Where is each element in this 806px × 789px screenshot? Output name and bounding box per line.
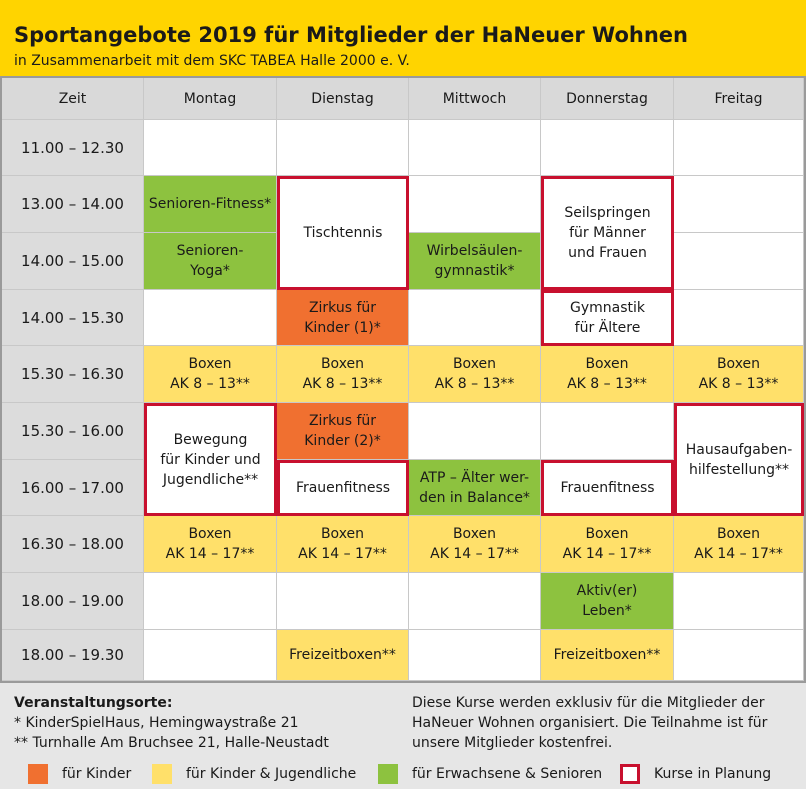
column-header-time: Zeit (2, 78, 144, 120)
time-slot: 14.00 – 15.00 (2, 233, 144, 290)
empty-cell (409, 630, 541, 681)
empty-cell (409, 120, 541, 176)
empty-cell (674, 120, 804, 176)
time-slot: 13.00 – 14.00 (2, 176, 144, 233)
time-slot: 11.00 – 12.30 (2, 120, 144, 176)
course-cell: Boxen AK 8 – 13** (277, 346, 409, 403)
page-title: Sportangebote 2019 für Mitglieder der HaNeuer Wohnen (14, 23, 688, 47)
empty-cell (277, 573, 409, 630)
empty-cell (144, 290, 277, 346)
column-header-tuesday: Dienstag (277, 78, 409, 120)
legend-swatch-green (378, 764, 398, 784)
course-cell: Boxen AK 14 – 17** (674, 516, 804, 573)
legend-swatch-red-outline (620, 764, 640, 784)
planned-course-cell: Gymnastik für Ältere (541, 290, 674, 346)
empty-cell (674, 290, 804, 346)
legend-item-kinder (28, 764, 131, 784)
empty-cell (409, 403, 541, 460)
course-cell: Senioren- Yoga* (144, 233, 277, 290)
empty-cell (144, 630, 277, 681)
venues-block (14, 693, 329, 753)
course-cell: Boxen AK 8 – 13** (541, 346, 674, 403)
legend-label: Kurse in Planung (654, 766, 772, 782)
schedule-table (0, 76, 806, 683)
course-cell: Senioren-Fitness* (144, 176, 277, 233)
time-slot: 16.00 – 17.00 (2, 460, 144, 516)
course-cell: Boxen AK 14 – 17** (409, 516, 541, 573)
legend (0, 759, 806, 789)
venue-1: * KinderSpielHaus, Hemingwaystraße 21 (14, 715, 299, 731)
planned-course-cell: Bewegung für Kinder und Jugendliche** (144, 403, 277, 516)
course-cell: Boxen AK 8 – 13** (144, 346, 277, 403)
course-cell: Freizeitboxen** (277, 630, 409, 681)
page-subtitle: in Zusammenarbeit mit dem SKC TABEA Halle 2000 e. V. (14, 53, 410, 69)
course-cell: Boxen AK 8 – 13** (409, 346, 541, 403)
column-header-friday: Freitag (674, 78, 804, 120)
empty-cell (409, 573, 541, 630)
time-slot: 15.30 – 16.00 (2, 403, 144, 460)
time-slot: 15.30 – 16.30 (2, 346, 144, 403)
course-cell: Zirkus für Kinder (1)* (277, 290, 409, 346)
venues-title: Veranstaltungsorte: (14, 695, 173, 711)
time-slot: 18.00 – 19.00 (2, 573, 144, 630)
footer (0, 683, 806, 789)
empty-cell (409, 290, 541, 346)
course-cell: Aktiv(er) Leben* (541, 573, 674, 630)
course-cell: Boxen AK 14 – 17** (541, 516, 674, 573)
empty-cell (674, 573, 804, 630)
legend-item-planung (620, 764, 771, 784)
planned-course-cell: Frauenfitness (541, 460, 674, 516)
planned-course-cell: Hausaufgaben- hilfestellung** (674, 403, 804, 516)
empty-cell (409, 176, 541, 233)
course-cell: Wirbelsäulen- gymnastik* (409, 233, 541, 290)
legend-item-kinder-jugendliche (152, 764, 356, 784)
column-header-wednesday: Mittwoch (409, 78, 541, 120)
empty-cell (144, 120, 277, 176)
empty-cell (674, 176, 804, 233)
time-slot: 18.00 – 19.30 (2, 630, 144, 681)
empty-cell (541, 403, 674, 460)
empty-cell (144, 573, 277, 630)
course-cell: Boxen AK 14 – 17** (144, 516, 277, 573)
legend-swatch-yellow (152, 764, 172, 784)
empty-cell (277, 120, 409, 176)
venue-2: ** Turnhalle Am Bruchsee 21, Halle-Neustadt (14, 735, 329, 751)
course-cell: Zirkus für Kinder (2)* (277, 403, 409, 460)
empty-cell (674, 630, 804, 681)
legend-label: für Erwachsene & Senioren (412, 766, 603, 782)
planned-course-cell: Frauenfitness (277, 460, 409, 516)
empty-cell (674, 233, 804, 290)
page-header (0, 0, 806, 76)
empty-cell (541, 120, 674, 176)
column-header-thursday: Donnerstag (541, 78, 674, 120)
planned-course-cell: Seilspringen für Männer und Frauen (541, 176, 674, 290)
time-slot: 16.30 – 18.00 (2, 516, 144, 573)
course-cell: Boxen AK 14 – 17** (277, 516, 409, 573)
course-cell: ATP – Älter wer- den in Balance* (409, 460, 541, 516)
column-header-monday: Montag (144, 78, 277, 120)
legend-item-erwachsene-senioren (378, 764, 602, 784)
legend-label: für Kinder & Jugendliche (186, 766, 357, 782)
planned-course-cell: Tischtennis (277, 176, 409, 290)
time-slot: 14.00 – 15.30 (2, 290, 144, 346)
course-cell: Freizeitboxen** (541, 630, 674, 681)
membership-note: Diese Kurse werden exklusiv für die Mitglieder der HaNeuer Wohnen organisiert. Die Teilnahme ist für unsere Mitglieder kostenfrei. (412, 695, 768, 751)
legend-swatch-orange (28, 764, 48, 784)
course-cell: Boxen AK 8 – 13** (674, 346, 804, 403)
legend-label: für Kinder (62, 766, 132, 782)
